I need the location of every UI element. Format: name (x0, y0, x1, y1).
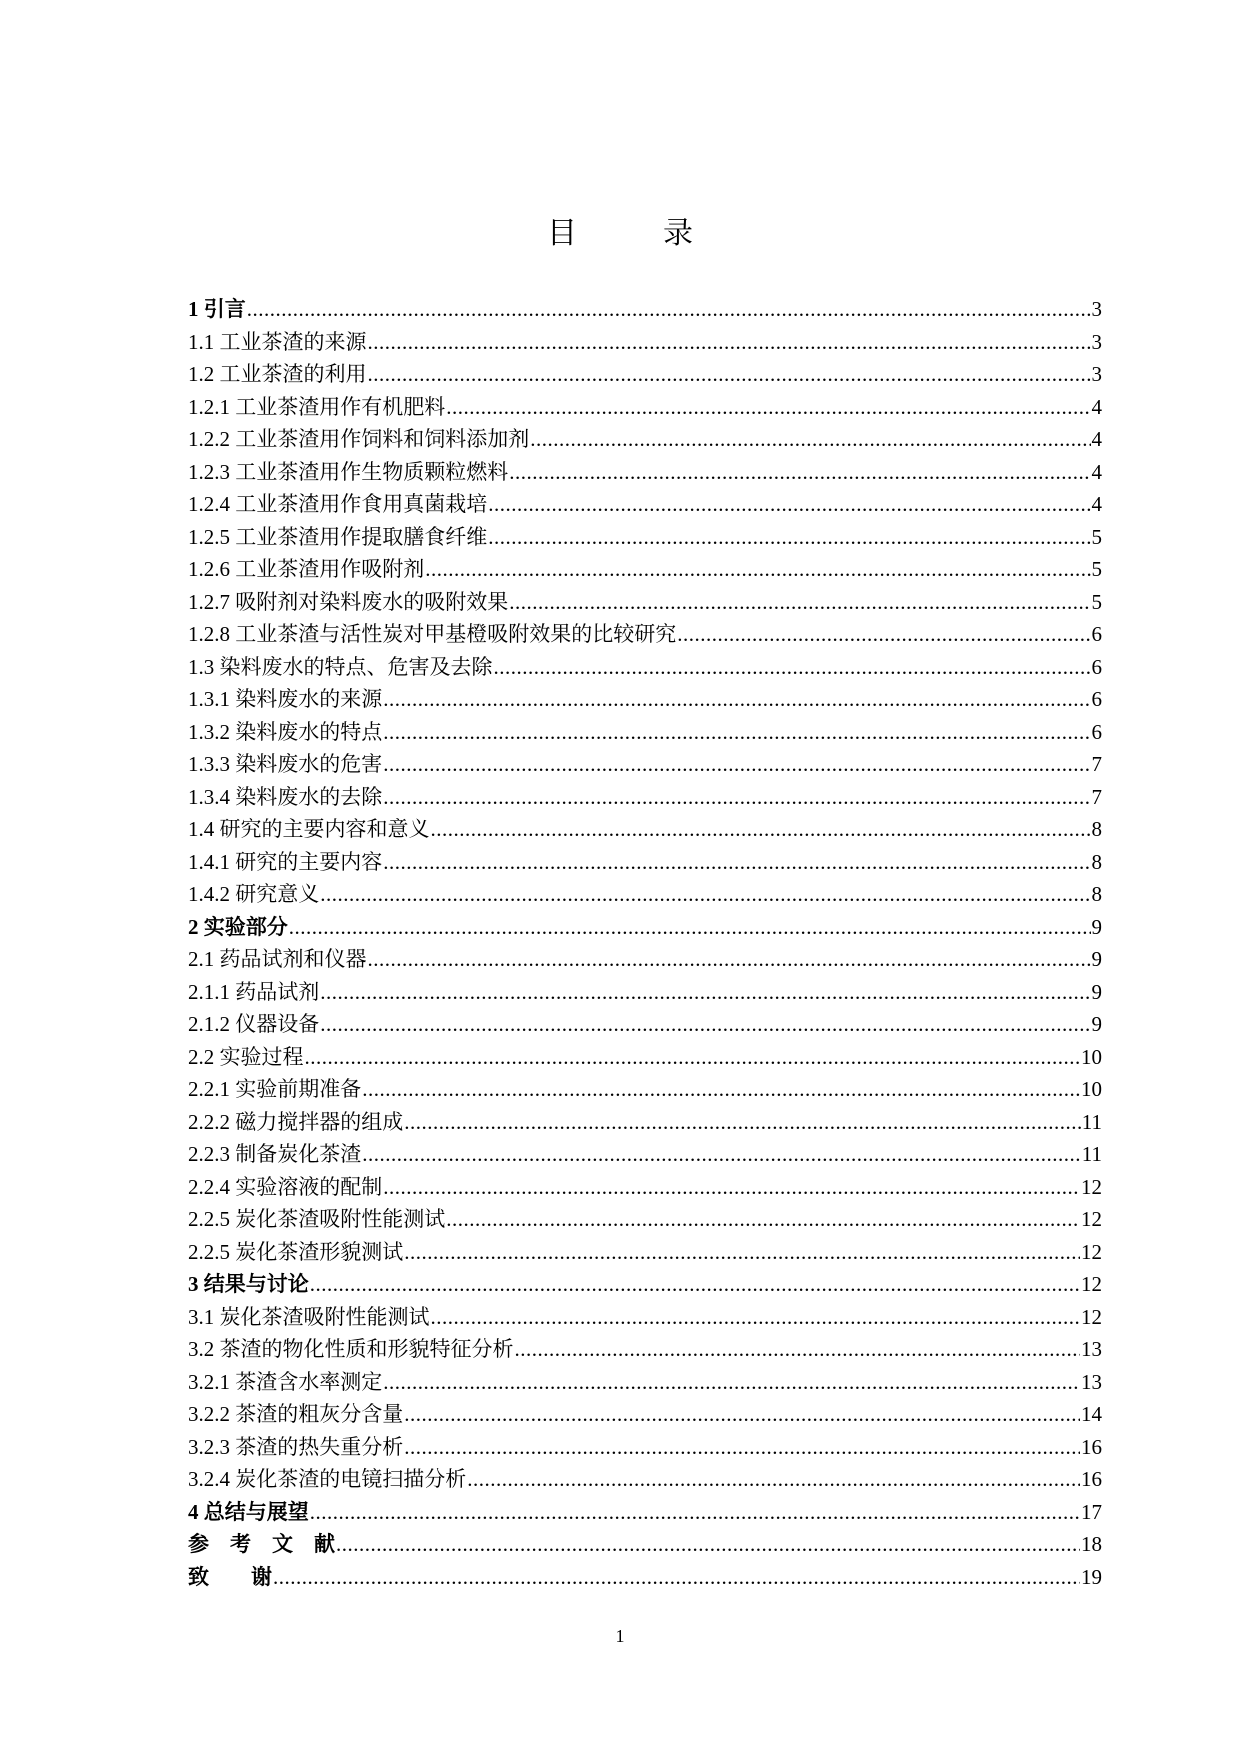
dot-leader (446, 1203, 1080, 1236)
dot-leader (383, 1171, 1080, 1204)
dot-leader (677, 618, 1090, 651)
toc-entry[interactable] (188, 1203, 1102, 1236)
toc-entry-label: 2.1.1 药品试剂 (188, 979, 320, 1004)
toc-entry[interactable] (188, 456, 1102, 489)
toc-entry[interactable] (188, 1171, 1102, 1204)
dot-leader (404, 1106, 1081, 1139)
toc-entry-label: 3.2.3 茶渣的热失重分析 (188, 1434, 404, 1459)
toc-entry[interactable] (188, 1041, 1102, 1074)
toc-entry[interactable] (188, 1333, 1102, 1366)
toc-entry-label: 4 总结与展望 (188, 1499, 309, 1524)
toc-entry[interactable] (188, 911, 1102, 944)
toc-entry-label: 3 结果与讨论 (188, 1272, 309, 1296)
toc-entry-label: 3.1 炭化茶渣吸附性能测试 (188, 1304, 430, 1329)
toc-entry-page: 5 (1091, 557, 1102, 581)
toc-entry-page: 17 (1081, 1499, 1102, 1524)
toc-entry-label: 1.2.5 工业茶渣用作提取膳食纤维 (188, 524, 488, 549)
dot-leader (431, 1301, 1081, 1334)
toc-entry-label: 1.3.1 染料废水的来源 (188, 687, 383, 711)
toc-entry-page: 10 (1081, 1044, 1102, 1069)
toc-entry[interactable] (188, 488, 1102, 521)
dot-leader (383, 716, 1090, 749)
toc-entry-page: 4 (1091, 492, 1102, 516)
toc-entry-page: 11 (1081, 1142, 1102, 1166)
toc-entry-page: 7 (1091, 752, 1102, 776)
dot-leader (530, 423, 1090, 456)
toc-entry-page: 3 (1091, 297, 1102, 321)
page-number: 1 (615, 1626, 625, 1646)
toc-entry-page: 8 (1091, 882, 1102, 906)
toc-entry-label: 1.4.1 研究的主要内容 (188, 849, 383, 874)
toc-entry[interactable] (188, 423, 1102, 456)
dot-leader (310, 1268, 1080, 1301)
toc-entry[interactable] (188, 1301, 1102, 1334)
toc-entry-label: 1.3.2 染料废水的特点 (188, 719, 383, 744)
toc-entry[interactable] (188, 326, 1102, 359)
toc-entry-label: 1.2.3 工业茶渣用作生物质颗粒燃料 (188, 459, 509, 484)
toc-entry[interactable] (188, 748, 1102, 781)
toc-entry-label: 1.2 工业茶渣的利用 (188, 362, 367, 386)
toc-entry-label: 2.2.2 磁力搅拌器的组成 (188, 1109, 404, 1134)
toc-entry-label: 1.3.4 染料废水的去除 (188, 784, 383, 809)
table-of-contents (188, 293, 1102, 1593)
dot-leader (431, 813, 1091, 846)
toc-entry[interactable] (188, 976, 1102, 1009)
toc-entry-page: 8 (1091, 817, 1102, 841)
toc-entry[interactable] (188, 846, 1102, 879)
toc-entry[interactable] (188, 553, 1102, 586)
toc-entry-page: 12 (1081, 1207, 1102, 1231)
toc-entry[interactable] (188, 1008, 1102, 1041)
dot-leader (362, 1138, 1081, 1171)
dot-leader (404, 1236, 1080, 1269)
dot-leader (446, 391, 1090, 424)
toc-entry-page: 9 (1091, 914, 1102, 939)
toc-entry[interactable] (188, 651, 1102, 684)
dot-leader (368, 943, 1091, 976)
toc-entry-label: 1.3.3 染料废水的危害 (188, 752, 383, 776)
toc-entry-label: 2.2.3 制备炭化茶渣 (188, 1142, 362, 1166)
toc-entry-label: 1.3 染料废水的特点、危害及去除 (188, 654, 493, 679)
dot-leader (310, 1496, 1080, 1529)
toc-entry-page: 9 (1091, 979, 1102, 1004)
dot-leader (362, 1073, 1080, 1106)
toc-entry-page: 14 (1081, 1402, 1102, 1426)
toc-entry[interactable] (188, 293, 1102, 326)
dot-leader (247, 293, 1091, 326)
toc-entry-label: 1.1 工业茶渣的来源 (188, 329, 367, 354)
toc-entry-label: 参 考 文 献 (188, 1532, 335, 1556)
dot-leader (383, 748, 1090, 781)
toc-entry[interactable] (188, 716, 1102, 749)
toc-entry[interactable] (188, 1496, 1102, 1529)
toc-entry[interactable] (188, 1073, 1102, 1106)
toc-entry-page: 8 (1091, 849, 1102, 874)
toc-entry-label: 1.2.4 工业茶渣用作食用真菌栽培 (188, 492, 488, 516)
dot-leader (336, 1528, 1080, 1561)
dot-leader (368, 326, 1091, 359)
toc-entry-label: 1.2.1 工业茶渣用作有机肥料 (188, 394, 446, 419)
dot-leader (383, 781, 1090, 814)
dot-leader (404, 1431, 1080, 1464)
toc-entry-label: 3.2.4 炭化茶渣的电镜扫描分析 (188, 1467, 467, 1491)
toc-entry[interactable] (188, 1431, 1102, 1464)
toc-entry-page: 13 (1081, 1337, 1102, 1361)
toc-entry[interactable] (188, 1366, 1102, 1399)
toc-entry[interactable] (188, 618, 1102, 651)
toc-entry[interactable] (188, 521, 1102, 554)
dot-leader (368, 358, 1091, 391)
toc-entry[interactable] (188, 586, 1102, 619)
dot-leader (320, 976, 1090, 1009)
dot-leader (425, 553, 1090, 586)
toc-entry-page: 5 (1091, 524, 1102, 549)
dot-leader (509, 586, 1090, 619)
toc-entry-page: 3 (1091, 329, 1102, 354)
toc-entry[interactable] (188, 1463, 1102, 1496)
toc-entry-page: 4 (1091, 394, 1102, 419)
toc-entry-label: 1 引言 (188, 297, 246, 321)
toc-entry[interactable] (188, 1138, 1102, 1171)
toc-entry-label: 1.2.7 吸附剂对染料废水的吸附效果 (188, 589, 509, 614)
toc-entry-page: 18 (1081, 1532, 1102, 1556)
toc-entry-label: 1.2.6 工业茶渣用作吸附剂 (188, 557, 425, 581)
dot-leader (320, 878, 1090, 911)
toc-entry[interactable] (188, 943, 1102, 976)
toc-entry-page: 19 (1081, 1564, 1102, 1589)
toc-entry-label: 2.2.5 炭化茶渣吸附性能测试 (188, 1207, 446, 1231)
toc-entry-label: 2.1 药品试剂和仪器 (188, 947, 367, 971)
toc-entry-label: 2.2.5 炭化茶渣形貌测试 (188, 1239, 404, 1264)
toc-entry[interactable] (188, 1268, 1102, 1301)
toc-entry-label: 致 谢 (188, 1564, 272, 1589)
toc-entry-page: 13 (1081, 1369, 1102, 1394)
toc-entry[interactable] (188, 683, 1102, 716)
toc-entry-page: 12 (1081, 1239, 1102, 1264)
toc-entry[interactable] (188, 878, 1102, 911)
dot-leader (515, 1333, 1081, 1366)
toc-entry-page: 4 (1091, 459, 1102, 484)
toc-entry[interactable] (188, 781, 1102, 814)
toc-entry-label: 3.2 茶渣的物化性质和形貌特征分析 (188, 1337, 514, 1361)
toc-entry-page: 6 (1091, 622, 1102, 646)
toc-entry-page: 9 (1091, 947, 1102, 971)
toc-entry-label: 2.2.4 实验溶液的配制 (188, 1174, 383, 1199)
toc-entry-page: 4 (1091, 427, 1102, 451)
dot-leader (494, 651, 1091, 684)
toc-entry-label: 3.2.1 茶渣含水率测定 (188, 1369, 383, 1394)
toc-entry-page: 12 (1081, 1174, 1102, 1199)
toc-entry-label: 1.4.2 研究意义 (188, 882, 320, 906)
toc-entry[interactable] (188, 1561, 1102, 1594)
dot-leader (383, 846, 1090, 879)
toc-entry-page: 6 (1091, 654, 1102, 679)
toc-entry[interactable] (188, 1528, 1102, 1561)
dot-leader (289, 911, 1091, 944)
toc-entry[interactable] (188, 1106, 1102, 1139)
dot-leader (488, 488, 1090, 521)
toc-entry-page: 5 (1091, 589, 1102, 614)
toc-entry[interactable] (188, 1398, 1102, 1431)
dot-leader (383, 1366, 1080, 1399)
toc-entry[interactable] (188, 1236, 1102, 1269)
dot-leader (404, 1398, 1080, 1431)
toc-entry-label: 1.4 研究的主要内容和意义 (188, 817, 430, 841)
dot-leader (467, 1463, 1080, 1496)
dot-leader (509, 456, 1090, 489)
toc-entry-page: 10 (1081, 1077, 1102, 1101)
toc-entry[interactable] (188, 813, 1102, 846)
toc-entry[interactable] (188, 358, 1102, 391)
toc-entry-page: 6 (1091, 719, 1102, 744)
toc-entry[interactable] (188, 391, 1102, 424)
toc-entry-page: 16 (1081, 1467, 1102, 1491)
toc-entry-label: 2.2 实验过程 (188, 1044, 304, 1069)
toc-entry-page: 3 (1091, 362, 1102, 386)
toc-entry-page: 12 (1081, 1272, 1102, 1296)
toc-entry-page: 9 (1091, 1012, 1102, 1036)
toc-entry-label: 2.2.1 实验前期准备 (188, 1077, 362, 1101)
toc-entry-label: 1.2.2 工业茶渣用作饲料和饲料添加剂 (188, 427, 530, 451)
toc-entry-page: 16 (1081, 1434, 1102, 1459)
dot-leader (305, 1041, 1081, 1074)
toc-entry-label: 1.2.8 工业茶渣与活性炭对甲基橙吸附效果的比较研究 (188, 622, 677, 646)
toc-entry-page: 12 (1081, 1304, 1102, 1329)
dot-leader (383, 683, 1090, 716)
dot-leader (273, 1561, 1080, 1594)
toc-entry-page: 6 (1091, 687, 1102, 711)
toc-entry-page: 7 (1091, 784, 1102, 809)
toc-title: 目 录 (547, 216, 721, 251)
toc-entry-label: 2 实验部分 (188, 914, 288, 939)
dot-leader (488, 521, 1090, 554)
toc-entry-label: 2.1.2 仪器设备 (188, 1012, 320, 1036)
toc-entry-label: 3.2.2 茶渣的粗灰分含量 (188, 1402, 404, 1426)
dot-leader (320, 1008, 1090, 1041)
toc-entry-page: 11 (1081, 1109, 1102, 1134)
